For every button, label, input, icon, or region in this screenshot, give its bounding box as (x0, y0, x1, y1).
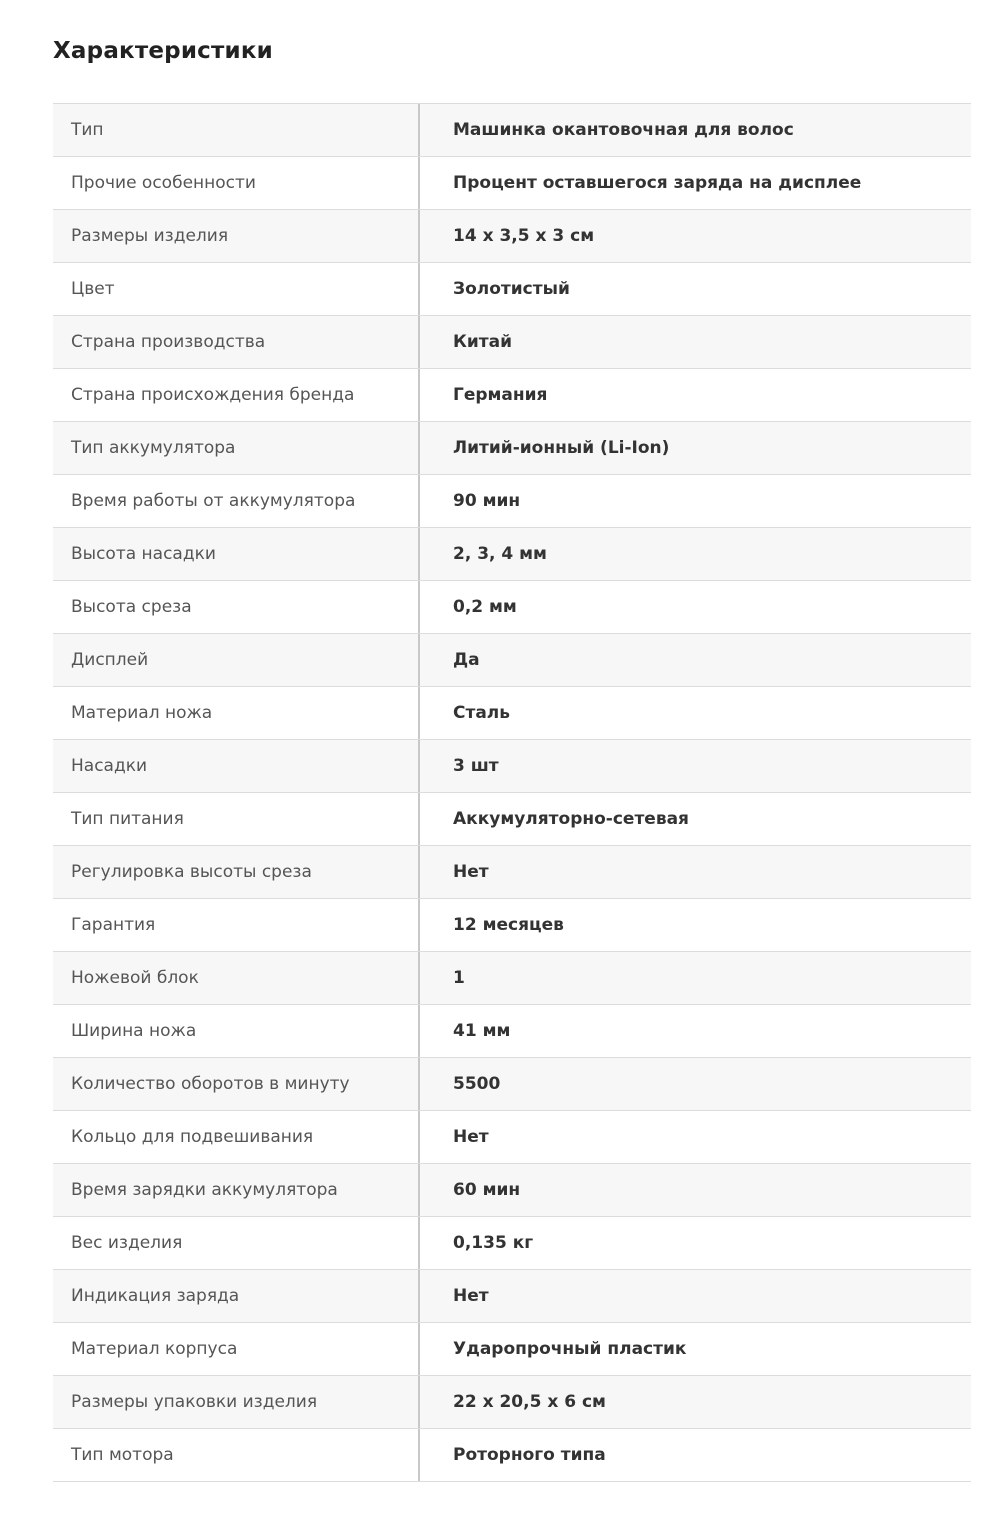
spec-name: Страна производства (53, 316, 420, 368)
spec-row (53, 422, 971, 475)
spec-value: Да (453, 650, 480, 670)
spec-value: 3 шт (453, 756, 499, 776)
spec-row (53, 104, 971, 157)
spec-value: 41 мм (453, 1021, 511, 1041)
spec-name: Страна происхождения бренда (53, 369, 420, 421)
spec-row (53, 1111, 971, 1164)
spec-row (53, 1164, 971, 1217)
spec-value: Аккумуляторно-сетевая (453, 809, 689, 829)
spec-value: 2, 3, 4 мм (453, 544, 547, 564)
spec-row (53, 157, 971, 210)
spec-value: 1 (453, 968, 465, 988)
spec-row (53, 634, 971, 687)
spec-row (53, 740, 971, 793)
spec-value: Машинка окантовочная для волос (453, 120, 794, 140)
spec-name: Гарантия (53, 899, 420, 951)
spec-name: Время зарядки аккумулятора (53, 1164, 420, 1216)
spec-row (53, 846, 971, 899)
spec-row (53, 210, 971, 263)
spec-row (53, 263, 971, 316)
spec-row (53, 1429, 971, 1482)
spec-row (53, 687, 971, 740)
spec-value: 0,135 кг (453, 1233, 534, 1253)
spec-value: Процент оставшегося заряда на дисплее (453, 173, 862, 193)
spec-row (53, 528, 971, 581)
spec-name: Кольцо для подвешивания (53, 1111, 420, 1163)
spec-name: Прочие особенности (53, 157, 420, 209)
spec-name: Размеры изделия (53, 210, 420, 262)
spec-name: Регулировка высоты среза (53, 846, 420, 898)
spec-row (53, 1005, 971, 1058)
spec-value: Роторного типа (453, 1445, 606, 1465)
spec-row (53, 581, 971, 634)
spec-value: Нет (453, 1286, 489, 1306)
spec-name: Количество оборотов в минуту (53, 1058, 420, 1110)
spec-value: Сталь (453, 703, 511, 723)
spec-value: 60 мин (453, 1180, 521, 1200)
spec-name: Размеры упаковки изделия (53, 1376, 420, 1428)
spec-name: Ножевой блок (53, 952, 420, 1004)
specs-table (53, 103, 971, 1482)
spec-value: Золотистый (453, 279, 570, 299)
spec-value: 0,2 мм (453, 597, 517, 617)
spec-name: Материал ножа (53, 687, 420, 739)
spec-name: Материал корпуса (53, 1323, 420, 1375)
spec-value: Китай (453, 332, 513, 352)
spec-name: Высота среза (53, 581, 420, 633)
spec-row (53, 1270, 971, 1323)
spec-row (53, 899, 971, 952)
spec-name: Время работы от аккумулятора (53, 475, 420, 527)
spec-row (53, 1323, 971, 1376)
spec-row (53, 1376, 971, 1429)
spec-row (53, 316, 971, 369)
spec-name: Цвет (53, 263, 420, 315)
spec-value: 12 месяцев (453, 915, 564, 935)
spec-value: 22 x 20,5 x 6 см (453, 1392, 606, 1412)
spec-value: 90 мин (453, 491, 521, 511)
spec-name: Тип мотора (53, 1429, 420, 1481)
spec-row (53, 793, 971, 846)
spec-value: Нет (453, 1127, 489, 1147)
spec-value: Нет (453, 862, 489, 882)
section-title: Характеристики (53, 38, 273, 64)
spec-name: Тип (53, 104, 420, 156)
spec-name: Высота насадки (53, 528, 420, 580)
spec-row (53, 1217, 971, 1270)
spec-value: Германия (453, 385, 548, 405)
spec-name: Насадки (53, 740, 420, 792)
spec-name: Ширина ножа (53, 1005, 420, 1057)
spec-row (53, 475, 971, 528)
spec-row (53, 952, 971, 1005)
spec-value: 5500 (453, 1074, 501, 1094)
spec-value: 14 x 3,5 x 3 см (453, 226, 595, 246)
spec-name: Индикация заряда (53, 1270, 420, 1322)
spec-value: Ударопрочный пластик (453, 1339, 687, 1359)
spec-name: Тип аккумулятора (53, 422, 420, 474)
spec-row (53, 369, 971, 422)
spec-name: Тип питания (53, 793, 420, 845)
spec-name: Вес изделия (53, 1217, 420, 1269)
spec-row (53, 1058, 971, 1111)
spec-value: Литий-ионный (Li-Ion) (453, 438, 670, 458)
spec-name: Дисплей (53, 634, 420, 686)
